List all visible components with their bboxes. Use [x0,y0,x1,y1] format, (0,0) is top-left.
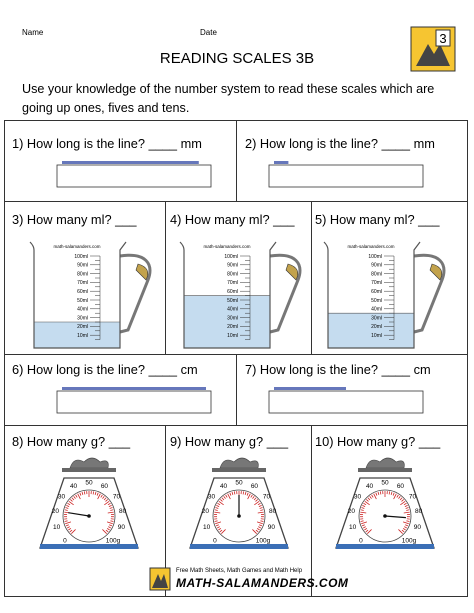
dial-label: 80 [118,508,127,516]
dial-label: 50 [85,479,93,487]
col-divider [311,201,312,354]
jug-scale-label: 50ml [77,297,88,304]
dial-label: 70 [112,493,121,501]
dial-label: 10 [203,524,211,532]
salamander-logo-icon [148,566,172,592]
dial-label: 80 [268,508,277,516]
jug-scale-label: 60ml [371,289,382,295]
jug-scale-label: 10ml [77,333,88,339]
col-divider [311,425,312,597]
ruler-mm-2 [268,158,424,190]
dial-label: 50 [381,479,389,487]
dial-label: 40 [69,483,78,491]
jug-scale-label: 100ml [224,253,238,260]
question-8: 8) How many g? ___ [12,434,131,449]
dial-label: 60 [396,483,405,491]
jug-scale-label: 30ml [371,315,382,322]
jug-scale-label: 40ml [227,306,238,313]
dial-label: 100g [255,537,271,545]
grade-number: 3 [439,31,447,46]
weighing-scale-8 [34,452,144,556]
dial-label: 40 [219,483,228,491]
dial-label: 40 [365,483,374,491]
dial-label: 70 [262,493,271,501]
jug-scale-label: 20ml [227,324,238,331]
date-label: Date [200,28,217,37]
dial-label: 10 [349,524,357,532]
jug-scale-label: 80ml [371,271,382,278]
row-divider [4,425,468,426]
question-9: 9) How many g? ___ [170,434,289,449]
dial-label: 0 [359,537,363,545]
dial-label: 50 [235,479,243,487]
jug-scale-label: 20ml [77,324,88,331]
ruler-mm-1 [56,158,212,190]
dial-label: 90 [267,524,275,532]
measured-line [274,161,288,164]
jug-scale-label: 10ml [227,333,238,339]
question-3: 3) How many ml? ___ [12,212,137,227]
footer-tagline: Free Math Sheets, Math Games and Math Help [176,568,303,574]
grade-badge-logo [410,26,456,72]
measured-line [274,387,346,390]
dial-label: 70 [408,493,417,501]
jug-scale-label: 50ml [227,297,238,304]
col-divider [165,201,166,354]
jug-scale-label: 30ml [227,315,238,322]
dial-label: 10 [53,524,61,532]
dial-label: 20 [347,508,356,516]
intro-text: Use your knowledge of the number system to read these scales which are going up ones, fives and tens. [22,82,435,115]
dial-label: 60 [100,483,109,491]
col-divider [236,120,237,201]
measuring-jug-5 [322,234,454,352]
measured-line [62,387,206,390]
jug-brand: math-salamanders.com [347,244,395,249]
dial-label: 30 [207,493,216,501]
name-label: Name [22,28,44,37]
jug-scale-label: 30ml [77,315,88,322]
jug-scale-label: 80ml [227,271,238,278]
dial-label: 30 [57,493,66,501]
dial-label: 20 [201,508,210,516]
jug-brand: math-salamanders.com [53,244,101,249]
jug-scale-label: 100ml [74,253,88,260]
question-5: 5) How many ml? ___ [315,212,440,227]
dial-label: 90 [117,524,125,532]
dial-label: 100g [401,537,417,545]
ruler-cm-2 [268,384,424,416]
question-4: 4) How many ml? ___ [170,212,295,227]
jug-scale-label: 10ml [371,333,382,339]
jug-scale-label: 90ml [371,262,382,269]
dial-label: 0 [63,537,67,545]
page-title: READING SCALES 3B [159,50,315,67]
jug-scale-label: 60ml [227,289,238,295]
question-1: 1) How long is the line? ____ mm [12,136,202,151]
jug-brand: math-salamanders.com [203,244,251,249]
ruler-cm-1 [56,384,212,416]
jug-scale-label: 20ml [371,324,382,331]
weighing-scale-10 [330,452,440,556]
col-divider [236,354,237,425]
jug-scale-label: 90ml [227,262,238,269]
dial-label: 90 [413,524,421,532]
dial-label: 80 [414,508,423,516]
jug-scale-label: 50ml [371,297,382,304]
weighing-scale-9 [184,452,294,556]
dial-label: 30 [353,493,362,501]
question-10: 10) How many g? ___ [315,434,441,449]
question-2: 2) How long is the line? ____ mm [245,136,435,151]
row-divider [4,201,468,202]
dial-label: 0 [213,537,217,545]
jug-scale-label: 100ml [368,253,382,260]
dial-label: 20 [51,508,60,516]
dial-label: 100g [105,537,121,545]
footer-logo-text[interactable]: MATH-SALAMANDERS.COM [176,576,349,590]
jug-scale-label: 40ml [371,306,382,313]
measuring-jug-4 [178,234,310,352]
question-6: 6) How long is the line? ____ cm [12,362,198,377]
jug-scale-label: 80ml [77,271,88,278]
jug-scale-label: 70ml [227,280,238,287]
jug-scale-label: 60ml [77,289,88,295]
jug-scale-label: 40ml [77,306,88,313]
jug-scale-label: 70ml [371,280,382,287]
measured-line [62,161,199,164]
jug-scale-label: 70ml [77,280,88,287]
question-7: 7) How long is the line? ____ cm [245,362,431,377]
jug-scale-label: 90ml [77,262,88,269]
dial-label: 60 [250,483,259,491]
measuring-jug-3 [28,234,160,352]
